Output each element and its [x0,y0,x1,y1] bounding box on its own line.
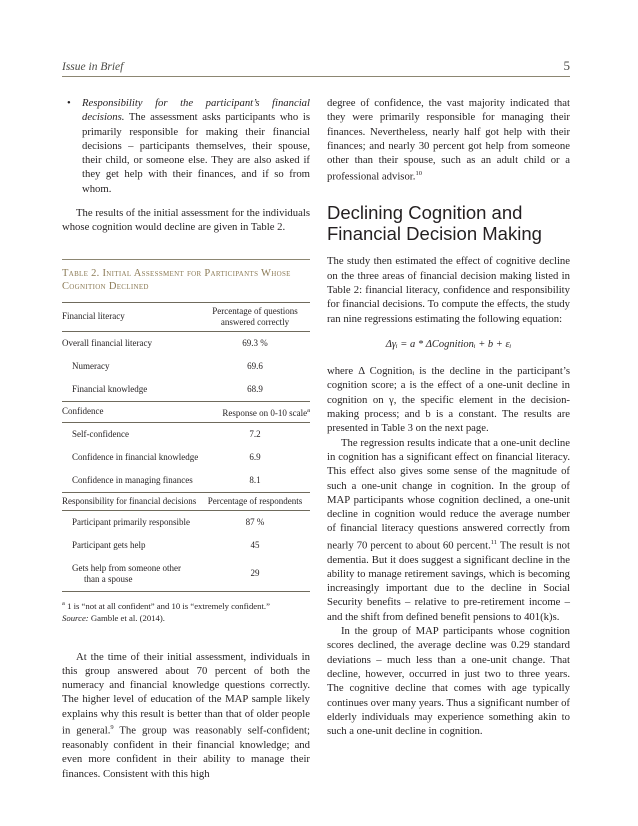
table-note: $^a$ 1 is “not at all confident” and 10 is “extremely confident.” Source: Gamble et al. (2014). [62,599,270,623]
table-row-value: 29 [200,557,310,592]
table-row-label: Gets help from someone other than a spouse [62,557,200,592]
bullet-text: The assessment asks participants who is primarily responsible for making their financial decisions – participants themselves, their spouse, their child, or someone else. They are also asked if they get help with their finances, and if so from whom. [82,111,310,195]
table-row-label: Confidence in managing finances [72,474,193,485]
table-row-label: Numeracy [72,360,110,371]
page-number: 5 [563,58,570,73]
paragraph: where Δ Cognitionᵢ is the decline in the participant’s cognition score; a is the effect of a one-unit decline in cognition on γ, the specific element in the decision-making process; and b is a constant. The results are presented in Table 3 on the next page. [327,365,570,435]
table-row-value: 7.2 [249,428,261,439]
table-row-label: Participant gets help [72,539,146,550]
paragraph: The regression results indicate that a one-unit decline in cognition has a significant effect on financial literacy. This effect also gives some sense of the magnitude of such a one-unit change in cognition. In the group of MAP participants whose cognition declined, a one-unit decline in cognition would reduce the average number of financial literacy questions answered correctly from nearly 70 percent to about 60 percent.$^{11}$ The result is not dementia. But it does suggest a significant decline in the ability to manage retirement savings, which is becoming increasingly important due to the decline in Social Security benefits – relative to pre-retirement income – and the shift from defined benefit pensions to 401(k)s. [327,436,570,623]
running-title: Issue in Brief [62,61,124,73]
table-header-col: Percentage of questions answered correctly [200,302,310,331]
table-caption: Table 2. Initial Assessment for Participants Whose Cognition Declined [62,259,310,294]
paragraph: degree of confidence, the vast majority indicated that they were primarily responsible for managing their finances. Nevertheless, nearly half got help with their finances; and nearly 30 percent got help from someone other than their spouse, such as an adult child or a professional advisor.$^{10}$ [327,97,570,184]
bullet-icon: • [67,97,71,109]
table-section-col: Response on 0-10 scale$^a$ [200,401,310,422]
table-row-label: Self-confidence [72,428,129,439]
page-header [62,58,570,77]
table-row-value: 68.9 [247,383,263,394]
table-row-value: 6.9 [249,451,261,462]
table-row-label: Financial knowledge [72,383,148,394]
table-section-col: Percentage of respondents [200,492,310,510]
left-column [62,96,310,781]
paragraph: At the time of their initial assessment, individuals in this group answered about 70 percent of both the numeracy and financial knowledge questions correctly. The higher level of education of the MAP sample likely explains why this result is better than that of older people in general.$^9$ The group was reasonably self-confident; reasonably confident in their financial knowledge; and even more confident in their ability to manage their finances. Consistent with this high [62,650,310,780]
table-row-value: 8.1 [249,474,261,485]
paragraph: The results of the initial assessment for the individuals whose cognition would decline are given in Table 2. [62,207,310,234]
bullet-item [62,96,310,196]
table-row-label: Overall financial literacy [62,337,152,348]
equation: Δγᵢ = a * ΔCognitionᵢ + b + εᵢ [385,338,512,350]
table-section-label: Responsibility for financial decisions [62,492,200,510]
table-header-label: Financial literacy [62,302,200,331]
table-section-label: Confidence [62,401,200,422]
table-row-label: Confidence in financial knowledge [72,451,199,462]
table-row-value: 87 % [245,516,265,527]
assessment-table [62,302,310,592]
table-row-value: 45 [250,539,260,550]
paragraph: The study then estimated the effect of cognitive decline on the three areas of financial decision making listed in Table 2: financial literacy, confidence and responsibility for financial decisions. To compute the effects, the study ran nine regressions estimating the following equation: [327,255,570,325]
right-column [327,96,570,738]
table-row-value: 69.6 [247,360,263,371]
table-row-value: 69.3 % [242,337,268,348]
section-heading: Declining Cognition and Financial Decision Making [327,202,542,245]
paragraph: In the group of MAP participants whose cognition scores declined, the average decline was 0.29 standard deviations – much less than a one-unit change. That decline, however, occurred in just two to three years. The cognitive decline that comes with age typically continues over many years. Thus a significant number of elderly individuals may experience something akin to such a one-unit decline in cognition. [327,625,570,738]
bullet-title: Responsibility for the participant’s financial decisions. [82,97,310,124]
table-2 [62,259,310,624]
table-row-label: Participant primarily responsible [72,516,190,527]
